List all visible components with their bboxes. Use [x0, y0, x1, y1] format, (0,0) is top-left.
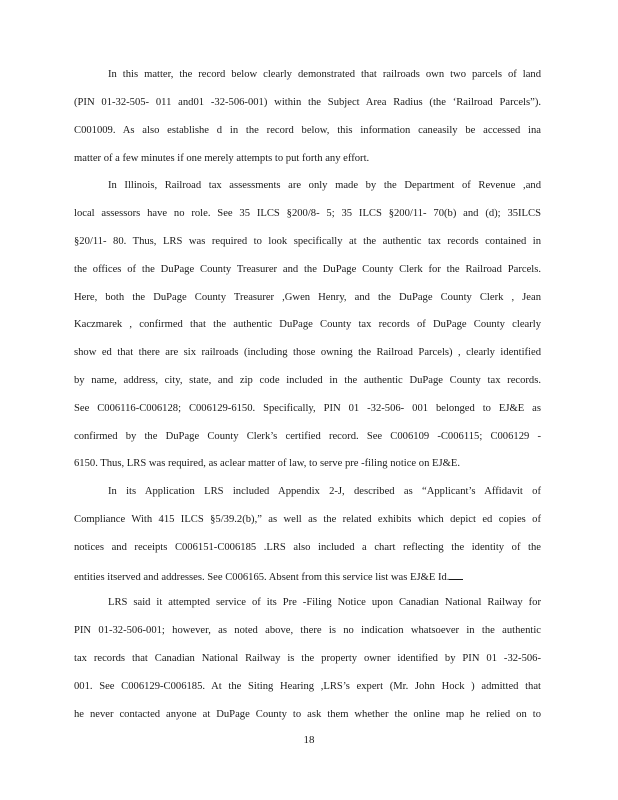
paragraph-2-line-7: show ed that there are six railroads (including those owning the Railroad Parcels) , clearly identified — [74, 347, 541, 358]
paragraph-1-line-2: (PIN 01-32-505- 011 and01 -32-506-001) within the Subject Area Radius (the ‘Railroad Parcels”). — [74, 97, 541, 108]
paragraph-2-line-1: In Illinois, Railroad tax assessments are only made by the Department of Revenue ,and — [108, 180, 541, 191]
paragraph-2-line-4: the offices of the DuPage County Treasurer and the DuPage County Clerk for the Railroad Parcels. — [74, 264, 541, 275]
paragraph-2-line-10: confirmed by the DuPage County Clerk’s certified record. See C006109 -C006115; C006129 - — [74, 431, 541, 442]
paragraph-2-line-8: by name, address, city, state, and zip code included in the authentic DuPage County tax records. — [74, 375, 541, 386]
paragraph-4-line-1: LRS said it attempted service of its Pre -Filing Notice upon Canadian National Railway for — [108, 597, 541, 608]
paragraph-2-line-3: §20/11- 80. Thus, LRS was required to look specifically at the authentic tax records contained in — [74, 236, 541, 247]
paragraph-1-line-1: In this matter, the record below clearly demonstrated that railroads own two parcels of land — [108, 69, 541, 80]
paragraph-2-line-5: Here, both the DuPage County Treasurer ,Gwen Henry, and the DuPage County Clerk , Jean — [74, 292, 541, 303]
paragraph-2-line-6: Kaczmarek , confirmed that the authentic DuPage County tax records of DuPage County clearly — [74, 319, 541, 330]
citation-underline — [449, 570, 463, 580]
page-number: 18 — [303, 734, 315, 746]
paragraph-3-line-3: notices and receipts C006151-C006185 .LRS also included a chart reflecting the identity of the — [74, 542, 541, 553]
paragraph-3-line-4 — [74, 570, 541, 584]
paragraph-2-line-9: See C006116-C006128; C006129-6150. Specifically, PIN 01 -32-506- 001 belonged to EJ&E as — [74, 403, 541, 414]
paragraph-2-line-2: local assessors have no role. See 35 ILCS §200/8- 5; 35 ILCS §200/11- 70(b) and (d); 35ILCS — [74, 208, 541, 219]
paragraph-4-line-5: he never contacted anyone at DuPage County to ask them whether the online map he relied on to — [74, 709, 541, 720]
paragraph-3-line-2: Compliance With 415 ILCS §5/39.2(b),” as well as the related exhibits which depict ed copies of — [74, 514, 541, 525]
paragraph-2-line-11: 6150. Thus, LRS was required, as aclear matter of law, to serve pre -filing notice on EJ&E. — [74, 458, 460, 469]
paragraph-4-line-3: tax records that Canadian National Railway is the property owner identified by PIN 01 -32-506- — [74, 653, 541, 664]
paragraph-1-line-3: C001009. As also establishe d in the record below, this information caneasily be accessed ina — [74, 125, 541, 136]
paragraph-1-line-4: matter of a few minutes if one merely attempts to put forth any effort. — [74, 153, 370, 164]
paragraph-4-line-4: 001. See C006129-C006185. At the Siting Hearing ,LRS’s expert (Mr. John Hock ) admitted that — [74, 681, 541, 692]
paragraph-4-line-2: PIN 01-32-506-001; however, as noted above, there is no indication whatsoever in the authentic — [74, 625, 541, 636]
paragraph-3-line-1: In its Application LRS included Appendix 2-J, described as “Applicant’s Affidavit of — [108, 486, 541, 497]
paragraph-3-line-4-text: entities itserved and addresses. See C006165. Absent from this service list was EJ&E Id. — [74, 572, 450, 583]
